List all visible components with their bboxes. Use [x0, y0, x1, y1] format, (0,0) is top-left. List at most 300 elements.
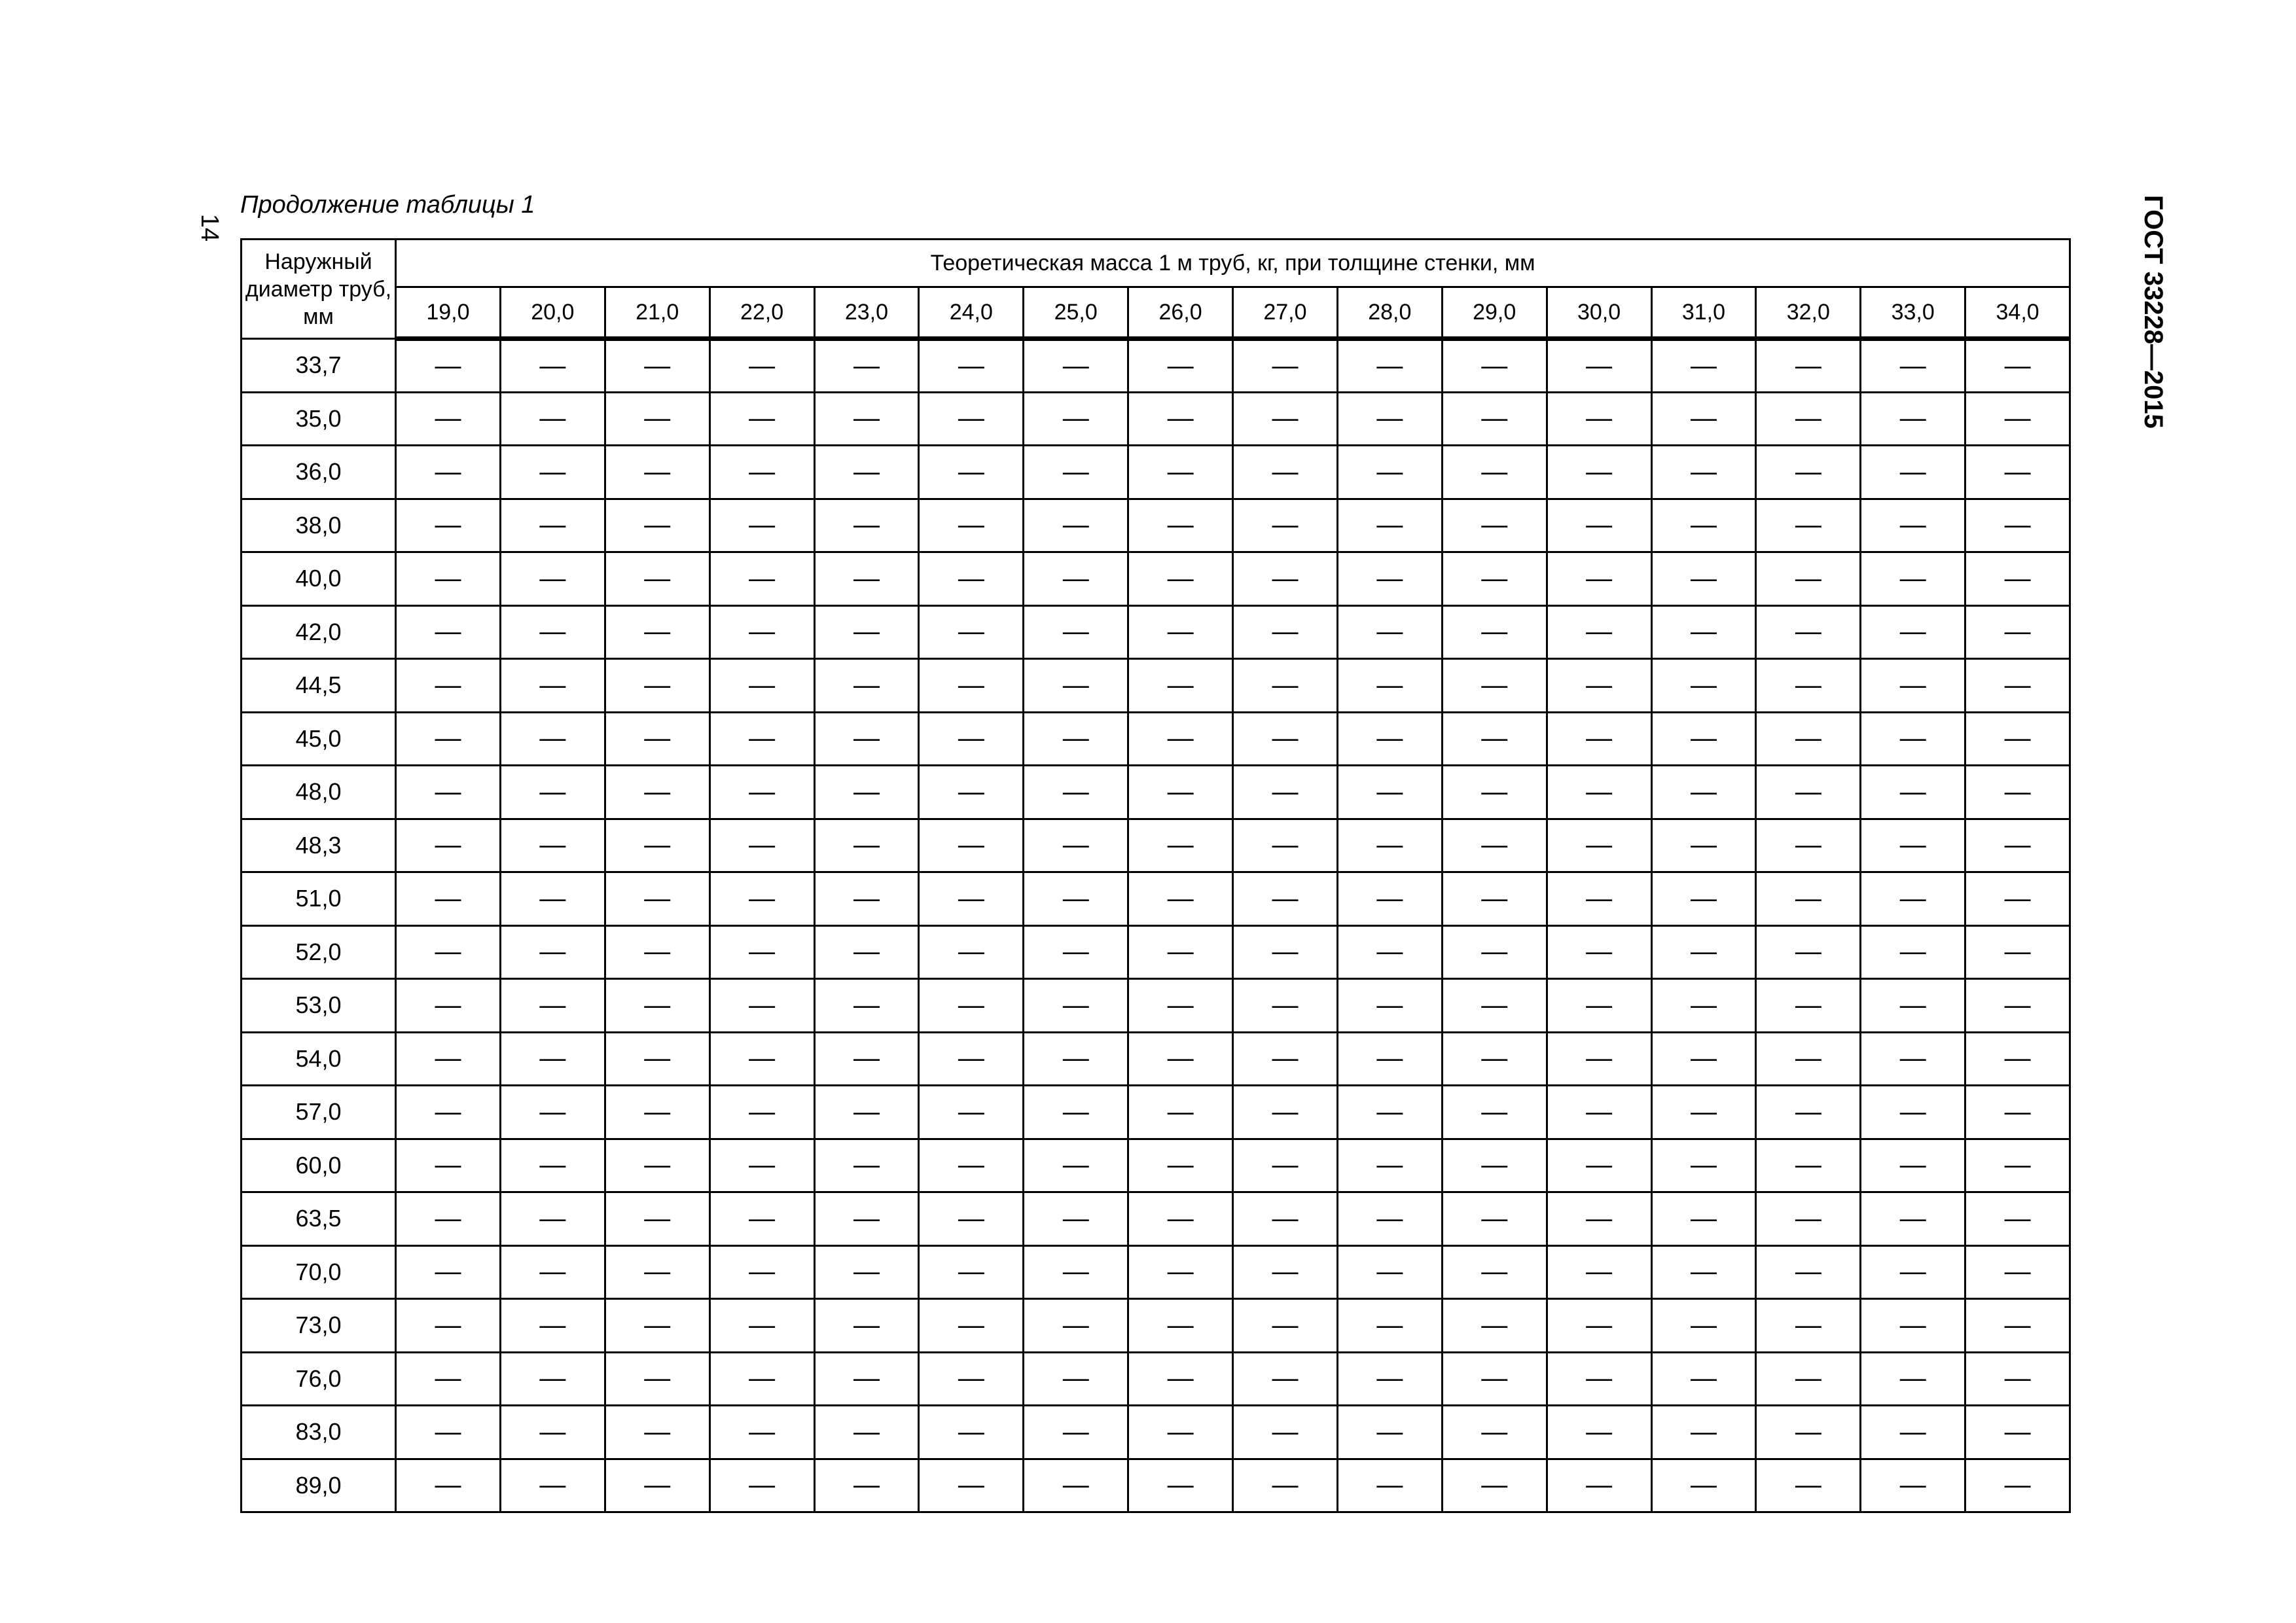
diameter-cell: 76,0	[242, 1352, 396, 1406]
mass-value-cell: —	[500, 1245, 605, 1299]
mass-value-cell: —	[1651, 1032, 1756, 1086]
table-row	[242, 1086, 2070, 1139]
mass-value-cell: —	[1861, 659, 1965, 713]
thickness-header-cell: 25,0	[1024, 287, 1128, 339]
mass-value-cell: —	[1128, 339, 1233, 393]
mass-value-cell: —	[709, 1406, 814, 1459]
mass-value-cell: —	[814, 1459, 919, 1512]
mass-value-cell: —	[1337, 1299, 1442, 1353]
mass-value-cell: —	[1965, 1139, 2070, 1192]
mass-value-cell: —	[1651, 872, 1756, 926]
table-row	[242, 712, 2070, 766]
mass-value-cell: —	[1233, 339, 1338, 393]
mass-value-cell: —	[1756, 1299, 1861, 1353]
mass-value-cell: —	[1965, 659, 2070, 713]
mass-value-cell: —	[605, 1139, 709, 1192]
mass-value-cell: —	[1547, 1459, 1651, 1512]
mass-value-cell: —	[1861, 392, 1965, 446]
mass-value-cell: —	[1861, 979, 1965, 1033]
mass-value-cell: —	[1861, 925, 1965, 979]
mass-value-cell: —	[919, 979, 1024, 1033]
mass-value-cell: —	[1442, 392, 1547, 446]
mass-value-cell: —	[1024, 712, 1128, 766]
mass-value-cell: —	[1442, 1352, 1547, 1406]
mass-value-cell: —	[500, 1459, 605, 1512]
mass-value-cell: —	[1442, 1032, 1547, 1086]
mass-value-cell: —	[1965, 1245, 2070, 1299]
mass-value-cell: —	[1442, 979, 1547, 1033]
mass-value-cell: —	[1442, 605, 1547, 659]
mass-value-cell: —	[1337, 1032, 1442, 1086]
mass-value-cell: —	[605, 1192, 709, 1246]
mass-value-cell: —	[1024, 1352, 1128, 1406]
mass-value-cell: —	[1024, 659, 1128, 713]
mass-value-cell: —	[1442, 552, 1547, 606]
thickness-header-cell: 32,0	[1756, 287, 1861, 339]
mass-value-cell: —	[1233, 1299, 1338, 1353]
mass-value-cell: —	[1965, 872, 2070, 926]
mass-value-cell: —	[1547, 1406, 1651, 1459]
mass-value-cell: —	[1756, 1192, 1861, 1246]
mass-value-cell: —	[1442, 339, 1547, 393]
mass-value-cell: —	[709, 1352, 814, 1406]
mass-value-cell: —	[1128, 1192, 1233, 1246]
mass-value-cell: —	[1965, 339, 2070, 393]
thickness-header-cell: 19,0	[396, 287, 501, 339]
mass-value-cell: —	[605, 979, 709, 1033]
mass-value-cell: —	[1861, 872, 1965, 926]
mass-value-cell: —	[709, 446, 814, 499]
mass-value-cell: —	[814, 712, 919, 766]
mass-value-cell: —	[814, 339, 919, 393]
mass-value-cell: —	[1547, 1139, 1651, 1192]
mass-value-cell: —	[500, 392, 605, 446]
mass-value-cell: —	[1233, 499, 1338, 552]
mass-value-cell: —	[500, 712, 605, 766]
mass-value-cell: —	[1024, 392, 1128, 446]
mass-value-cell: —	[1128, 1086, 1233, 1139]
mass-value-cell: —	[814, 1352, 919, 1406]
mass-value-cell: —	[1024, 1032, 1128, 1086]
mass-value-cell: —	[1756, 499, 1861, 552]
mass-value-cell: —	[605, 1459, 709, 1512]
mass-value-cell: —	[396, 819, 501, 872]
table-row	[242, 1192, 2070, 1246]
mass-value-cell: —	[396, 1086, 501, 1139]
mass-value-cell: —	[1756, 392, 1861, 446]
table-row	[242, 339, 2070, 393]
mass-value-cell: —	[1233, 1459, 1338, 1512]
mass-value-cell: —	[1024, 1406, 1128, 1459]
mass-value-cell: —	[1651, 605, 1756, 659]
mass-value-cell: —	[1756, 605, 1861, 659]
mass-value-cell: —	[605, 392, 709, 446]
mass-value-cell: —	[500, 1406, 605, 1459]
mass-value-cell: —	[1442, 1459, 1547, 1512]
mass-value-cell: —	[396, 552, 501, 606]
mass-value-cell: —	[1651, 659, 1756, 713]
mass-value-cell: —	[1233, 1086, 1338, 1139]
mass-value-cell: —	[814, 446, 919, 499]
diameter-cell: 54,0	[242, 1032, 396, 1086]
mass-value-cell: —	[1128, 1245, 1233, 1299]
mass-value-cell: —	[1547, 925, 1651, 979]
mass-value-cell: —	[605, 712, 709, 766]
mass-value-cell: —	[1861, 766, 1965, 819]
mass-value-cell: —	[919, 1086, 1024, 1139]
diameter-cell: 36,0	[242, 446, 396, 499]
mass-value-cell: —	[709, 392, 814, 446]
table-row	[242, 979, 2070, 1033]
mass-value-cell: —	[500, 1192, 605, 1246]
table-row	[242, 1406, 2070, 1459]
mass-value-cell: —	[396, 766, 501, 819]
mass-value-cell: —	[1337, 339, 1442, 393]
mass-value-cell: —	[1337, 1139, 1442, 1192]
mass-value-cell: —	[1024, 819, 1128, 872]
mass-value-cell: —	[1756, 1086, 1861, 1139]
mass-value-cell: —	[1337, 1086, 1442, 1139]
diameter-header: Наружный диаметр труб, мм	[242, 240, 396, 339]
mass-value-cell: —	[1024, 1139, 1128, 1192]
table-row	[242, 552, 2070, 606]
mass-value-cell: —	[919, 1406, 1024, 1459]
mass-value-cell: —	[1337, 659, 1442, 713]
diameter-cell: 70,0	[242, 1245, 396, 1299]
mass-value-cell: —	[1442, 872, 1547, 926]
mass-value-cell: —	[500, 1086, 605, 1139]
diameter-cell: 89,0	[242, 1459, 396, 1512]
mass-value-cell: —	[1128, 925, 1233, 979]
diameter-cell: 42,0	[242, 605, 396, 659]
mass-value-cell: —	[1651, 339, 1756, 393]
mass-value-cell: —	[1756, 1245, 1861, 1299]
mass-value-cell: —	[396, 605, 501, 659]
mass-value-cell: —	[1128, 712, 1233, 766]
thickness-header-cell: 26,0	[1128, 287, 1233, 339]
mass-value-cell: —	[1337, 872, 1442, 926]
diameter-cell: 51,0	[242, 872, 396, 926]
mass-value-cell: —	[1233, 605, 1338, 659]
mass-value-cell: —	[500, 1352, 605, 1406]
mass-value-cell: —	[1024, 1245, 1128, 1299]
mass-value-cell: —	[919, 925, 1024, 979]
mass-value-cell: —	[1128, 1352, 1233, 1406]
mass-value-cell: —	[1756, 1032, 1861, 1086]
mass-value-cell: —	[605, 925, 709, 979]
mass-value-cell: —	[1651, 1086, 1756, 1139]
mass-value-cell: —	[1337, 1352, 1442, 1406]
mass-value-cell: —	[1128, 392, 1233, 446]
mass-value-cell: —	[1024, 499, 1128, 552]
mass-value-cell: —	[1547, 1086, 1651, 1139]
mass-value-cell: —	[605, 552, 709, 606]
mass-value-cell: —	[396, 1032, 501, 1086]
mass-value-cell: —	[1024, 925, 1128, 979]
mass-value-cell: —	[1651, 766, 1756, 819]
table-row	[242, 605, 2070, 659]
mass-value-cell: —	[1547, 712, 1651, 766]
mass-value-cell: —	[709, 605, 814, 659]
mass-value-cell: —	[1547, 1245, 1651, 1299]
mass-value-cell: —	[1233, 819, 1338, 872]
mass-value-cell: —	[919, 1352, 1024, 1406]
mass-value-cell: —	[1547, 1352, 1651, 1406]
mass-value-cell: —	[1965, 819, 2070, 872]
mass-value-cell: —	[1442, 1406, 1547, 1459]
mass-value-cell: —	[709, 979, 814, 1033]
mass-value-cell: —	[605, 1245, 709, 1299]
diameter-cell: 48,3	[242, 819, 396, 872]
mass-value-cell: —	[396, 339, 501, 393]
mass-value-cell: —	[1651, 712, 1756, 766]
mass-value-cell: —	[709, 1299, 814, 1353]
mass-value-cell: —	[814, 1139, 919, 1192]
mass-value-cell: —	[1861, 499, 1965, 552]
mass-value-cell: —	[1442, 1139, 1547, 1192]
mass-value-cell: —	[1233, 1032, 1338, 1086]
mass-value-cell: —	[814, 552, 919, 606]
mass-value-cell: —	[919, 872, 1024, 926]
table-row	[242, 659, 2070, 713]
mass-value-cell: —	[1547, 552, 1651, 606]
mass-value-cell: —	[1651, 1139, 1756, 1192]
table-row	[242, 1352, 2070, 1406]
mass-value-cell: —	[1756, 766, 1861, 819]
mass-value-cell: —	[1337, 499, 1442, 552]
mass-value-cell: —	[1756, 1352, 1861, 1406]
mass-value-cell: —	[1965, 392, 2070, 446]
mass-value-cell: —	[1547, 392, 1651, 446]
diameter-cell: 57,0	[242, 1086, 396, 1139]
mass-value-cell: —	[919, 552, 1024, 606]
mass-value-cell: —	[1024, 339, 1128, 393]
table-row	[242, 819, 2070, 872]
mass-value-cell: —	[1547, 1192, 1651, 1246]
mass-value-cell: —	[1442, 1245, 1547, 1299]
mass-value-cell: —	[709, 872, 814, 926]
mass-value-cell: —	[1128, 1032, 1233, 1086]
mass-value-cell: —	[1651, 1192, 1756, 1246]
mass-value-cell: —	[1024, 1299, 1128, 1353]
table-caption: Продолжение таблицы 1	[240, 191, 535, 219]
mass-value-cell: —	[1337, 1459, 1442, 1512]
mass-value-cell: —	[709, 712, 814, 766]
mass-value-cell: —	[1128, 1139, 1233, 1192]
mass-value-cell: —	[919, 339, 1024, 393]
mass-value-cell: —	[500, 446, 605, 499]
mass-value-cell: —	[500, 766, 605, 819]
mass-value-cell: —	[709, 819, 814, 872]
table-body	[242, 339, 2070, 1512]
diameter-cell: 38,0	[242, 499, 396, 552]
mass-value-cell: —	[1128, 1299, 1233, 1353]
mass-value-cell: —	[396, 1139, 501, 1192]
mass-value-cell: —	[1233, 552, 1338, 606]
mass-value-cell: —	[1024, 446, 1128, 499]
mass-value-cell: —	[1337, 446, 1442, 499]
mass-value-cell: —	[709, 499, 814, 552]
mass-value-cell: —	[1756, 552, 1861, 606]
mass-value-cell: —	[1337, 925, 1442, 979]
mass-value-cell: —	[1547, 979, 1651, 1033]
mass-value-cell: —	[1024, 1192, 1128, 1246]
thickness-header-cell: 34,0	[1965, 287, 2070, 339]
diameter-cell: 35,0	[242, 392, 396, 446]
table-row	[242, 446, 2070, 499]
mass-value-cell: —	[1233, 446, 1338, 499]
mass-value-cell: —	[396, 1299, 501, 1353]
mass-value-cell: —	[1965, 979, 2070, 1033]
mass-value-cell: —	[1965, 712, 2070, 766]
mass-value-cell: —	[1547, 1032, 1651, 1086]
mass-value-cell: —	[1547, 766, 1651, 819]
mass-value-cell: —	[814, 1299, 919, 1353]
mass-value-cell: —	[396, 1192, 501, 1246]
mass-value-cell: —	[1861, 712, 1965, 766]
mass-value-cell: —	[814, 1406, 919, 1459]
page-number: 14	[196, 213, 223, 242]
mass-value-cell: —	[1128, 819, 1233, 872]
mass-value-cell: —	[1861, 552, 1965, 606]
mass-value-cell: —	[1861, 1032, 1965, 1086]
mass-value-cell: —	[1337, 1245, 1442, 1299]
mass-value-cell: —	[1651, 819, 1756, 872]
mass-value-cell: —	[1233, 1245, 1338, 1299]
mass-value-cell: —	[1442, 1086, 1547, 1139]
mass-value-cell: —	[1965, 766, 2070, 819]
mass-value-cell: —	[814, 819, 919, 872]
mass-value-cell: —	[1337, 819, 1442, 872]
mass-value-cell: —	[1965, 1352, 2070, 1406]
mass-value-cell: —	[814, 1032, 919, 1086]
mass-value-cell: —	[1651, 552, 1756, 606]
mass-value-cell: —	[1233, 766, 1338, 819]
mass-value-cell: —	[1756, 1459, 1861, 1512]
table-row	[242, 1245, 2070, 1299]
mass-value-cell: —	[1756, 339, 1861, 393]
mass-value-cell: —	[1651, 499, 1756, 552]
thickness-header-cell: 22,0	[709, 287, 814, 339]
mass-value-cell: —	[1861, 1352, 1965, 1406]
mass-value-cell: —	[1547, 499, 1651, 552]
mass-value-cell: —	[1024, 1459, 1128, 1512]
mass-value-cell: —	[1965, 1192, 2070, 1246]
mass-value-cell: —	[500, 819, 605, 872]
thickness-header-cell: 31,0	[1651, 287, 1756, 339]
mass-value-cell: —	[709, 339, 814, 393]
mass-value-cell: —	[396, 925, 501, 979]
mass-value-cell: —	[1024, 605, 1128, 659]
mass-value-cell: —	[1442, 766, 1547, 819]
mass-value-cell: —	[605, 819, 709, 872]
mass-value-cell: —	[1756, 712, 1861, 766]
mass-value-cell: —	[396, 659, 501, 713]
mass-value-cell: —	[1756, 1139, 1861, 1192]
mass-value-cell: —	[605, 1086, 709, 1139]
mass-value-cell: —	[919, 1299, 1024, 1353]
thickness-header-cell: 28,0	[1337, 287, 1442, 339]
mass-value-cell: —	[1861, 1139, 1965, 1192]
mass-value-cell: —	[814, 605, 919, 659]
mass-value-cell: —	[605, 1299, 709, 1353]
mass-value-cell: —	[709, 1192, 814, 1246]
mass-value-cell: —	[1233, 1192, 1338, 1246]
mass-value-cell: —	[1442, 659, 1547, 713]
mass-value-cell: —	[1442, 1299, 1547, 1353]
mass-value-cell: —	[1024, 872, 1128, 926]
mass-value-cell: —	[1965, 552, 2070, 606]
mass-value-cell: —	[1965, 1406, 2070, 1459]
table-row	[242, 872, 2070, 926]
mass-value-cell: —	[396, 872, 501, 926]
mass-value-cell: —	[1233, 392, 1338, 446]
mass-group-header: Теоретическая масса 1 м труб, кг, при толщине стенки, мм	[396, 240, 2070, 287]
mass-value-cell: —	[1128, 1406, 1233, 1459]
mass-value-cell: —	[605, 499, 709, 552]
mass-value-cell: —	[1547, 819, 1651, 872]
mass-value-cell: —	[605, 659, 709, 713]
mass-value-cell: —	[500, 552, 605, 606]
mass-value-cell: —	[1337, 712, 1442, 766]
mass-value-cell: —	[919, 392, 1024, 446]
mass-value-cell: —	[1233, 659, 1338, 713]
diameter-cell: 48,0	[242, 766, 396, 819]
mass-value-cell: —	[709, 925, 814, 979]
table-row	[242, 392, 2070, 446]
mass-value-cell: —	[1337, 552, 1442, 606]
mass-value-cell: —	[1128, 979, 1233, 1033]
mass-value-cell: —	[919, 659, 1024, 713]
mass-value-cell: —	[500, 979, 605, 1033]
mass-value-cell: —	[396, 1459, 501, 1512]
mass-value-cell: —	[814, 499, 919, 552]
mass-value-cell: —	[1756, 925, 1861, 979]
mass-value-cell: —	[1965, 1459, 2070, 1512]
mass-value-cell: —	[500, 499, 605, 552]
mass-value-cell: —	[1756, 446, 1861, 499]
mass-value-cell: —	[1233, 925, 1338, 979]
mass-value-cell: —	[605, 605, 709, 659]
table-row	[242, 1139, 2070, 1192]
diameter-cell: 44,5	[242, 659, 396, 713]
mass-value-cell: —	[919, 1139, 1024, 1192]
mass-value-cell: —	[1861, 1299, 1965, 1353]
mass-value-cell: —	[1128, 1459, 1233, 1512]
mass-value-cell: —	[919, 819, 1024, 872]
mass-value-cell: —	[1128, 552, 1233, 606]
mass-value-cell: —	[1547, 659, 1651, 713]
mass-value-cell: —	[500, 925, 605, 979]
mass-value-cell: —	[1651, 925, 1756, 979]
thickness-header-cell: 21,0	[605, 287, 709, 339]
thickness-header-cell: 27,0	[1233, 287, 1338, 339]
mass-value-cell: —	[709, 766, 814, 819]
diameter-cell: 60,0	[242, 1139, 396, 1192]
diameter-cell: 73,0	[242, 1299, 396, 1353]
mass-value-cell: —	[1965, 925, 2070, 979]
mass-value-cell: —	[814, 872, 919, 926]
mass-value-cell: —	[1337, 1192, 1442, 1246]
mass-value-cell: —	[1965, 1299, 2070, 1353]
mass-value-cell: —	[1128, 872, 1233, 926]
mass-value-cell: —	[500, 1299, 605, 1353]
mass-value-cell: —	[1337, 766, 1442, 819]
mass-value-cell: —	[1547, 339, 1651, 393]
mass-value-cell: —	[814, 1086, 919, 1139]
mass-value-cell: —	[709, 1139, 814, 1192]
mass-value-cell: —	[1024, 979, 1128, 1033]
